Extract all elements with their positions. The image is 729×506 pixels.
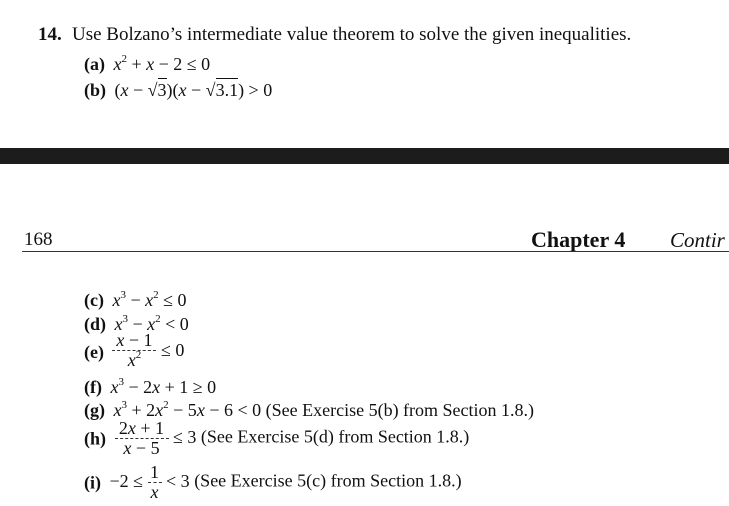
item-g-label: (g) bbox=[84, 400, 105, 420]
item-h bbox=[84, 420, 469, 457]
item-b bbox=[84, 80, 272, 101]
item-b-label: (b) bbox=[84, 80, 106, 100]
item-f-inequality: $x^3 - 2x + 1 \ge 0$ bbox=[110, 376, 217, 397]
item-a-inequality: $x^2 + x - 2 \le 0$ bbox=[113, 53, 211, 74]
running-title: Contir bbox=[670, 228, 725, 252]
item-e-label: (e) bbox=[84, 341, 104, 362]
item-b-inequality: (x − √3)(x − √3.1) > 0 bbox=[110, 80, 273, 100]
item-e-inequality: $\frac{x - 1}{x^2}$ ≤ 0 bbox=[108, 340, 184, 360]
item-g-inequality: $x^3 + 2x^2 - 5x - 6 < 0$ bbox=[113, 399, 266, 420]
item-i-inequality: −2 ≤ $\frac{1}{x}$ < 3 bbox=[105, 462, 195, 502]
item-e bbox=[84, 332, 184, 372]
page-break-band bbox=[0, 148, 729, 164]
page-number: 168 bbox=[24, 229, 53, 250]
item-h-inequality: $\frac{2x + 1}{x - 5}$ ≤ 3 bbox=[110, 427, 201, 447]
exercise-number: 14. bbox=[38, 24, 62, 45]
header-rule bbox=[22, 251, 729, 252]
chapter-title: Chapter 4 bbox=[531, 227, 626, 252]
item-a bbox=[84, 54, 210, 75]
item-c-label: (c) bbox=[84, 290, 104, 310]
item-f-label: (f) bbox=[84, 377, 102, 397]
item-d-inequality: $x^3 - x^2 < 0$ bbox=[114, 313, 189, 334]
item-a-label: (a) bbox=[84, 54, 105, 74]
item-g-reference: (See Exercise 5(b) from Section 1.8.) bbox=[265, 400, 535, 420]
item-i bbox=[84, 464, 462, 501]
item-f bbox=[84, 377, 216, 398]
item-h-label: (h) bbox=[84, 428, 106, 449]
exercise-instruction: Use Bolzano’s intermediate value theorem to solve the given inequalities. bbox=[72, 24, 632, 45]
item-c bbox=[84, 290, 187, 311]
item-c-inequality: $x^3 - x^2 \le 0$ bbox=[112, 289, 187, 310]
item-d-label: (d) bbox=[84, 314, 106, 334]
item-i-reference: (See Exercise 5(c) from Section 1.8.) bbox=[194, 470, 462, 491]
item-h-reference: (See Exercise 5(d) from Section 1.8.) bbox=[200, 426, 470, 447]
item-i-label: (i) bbox=[84, 472, 101, 493]
